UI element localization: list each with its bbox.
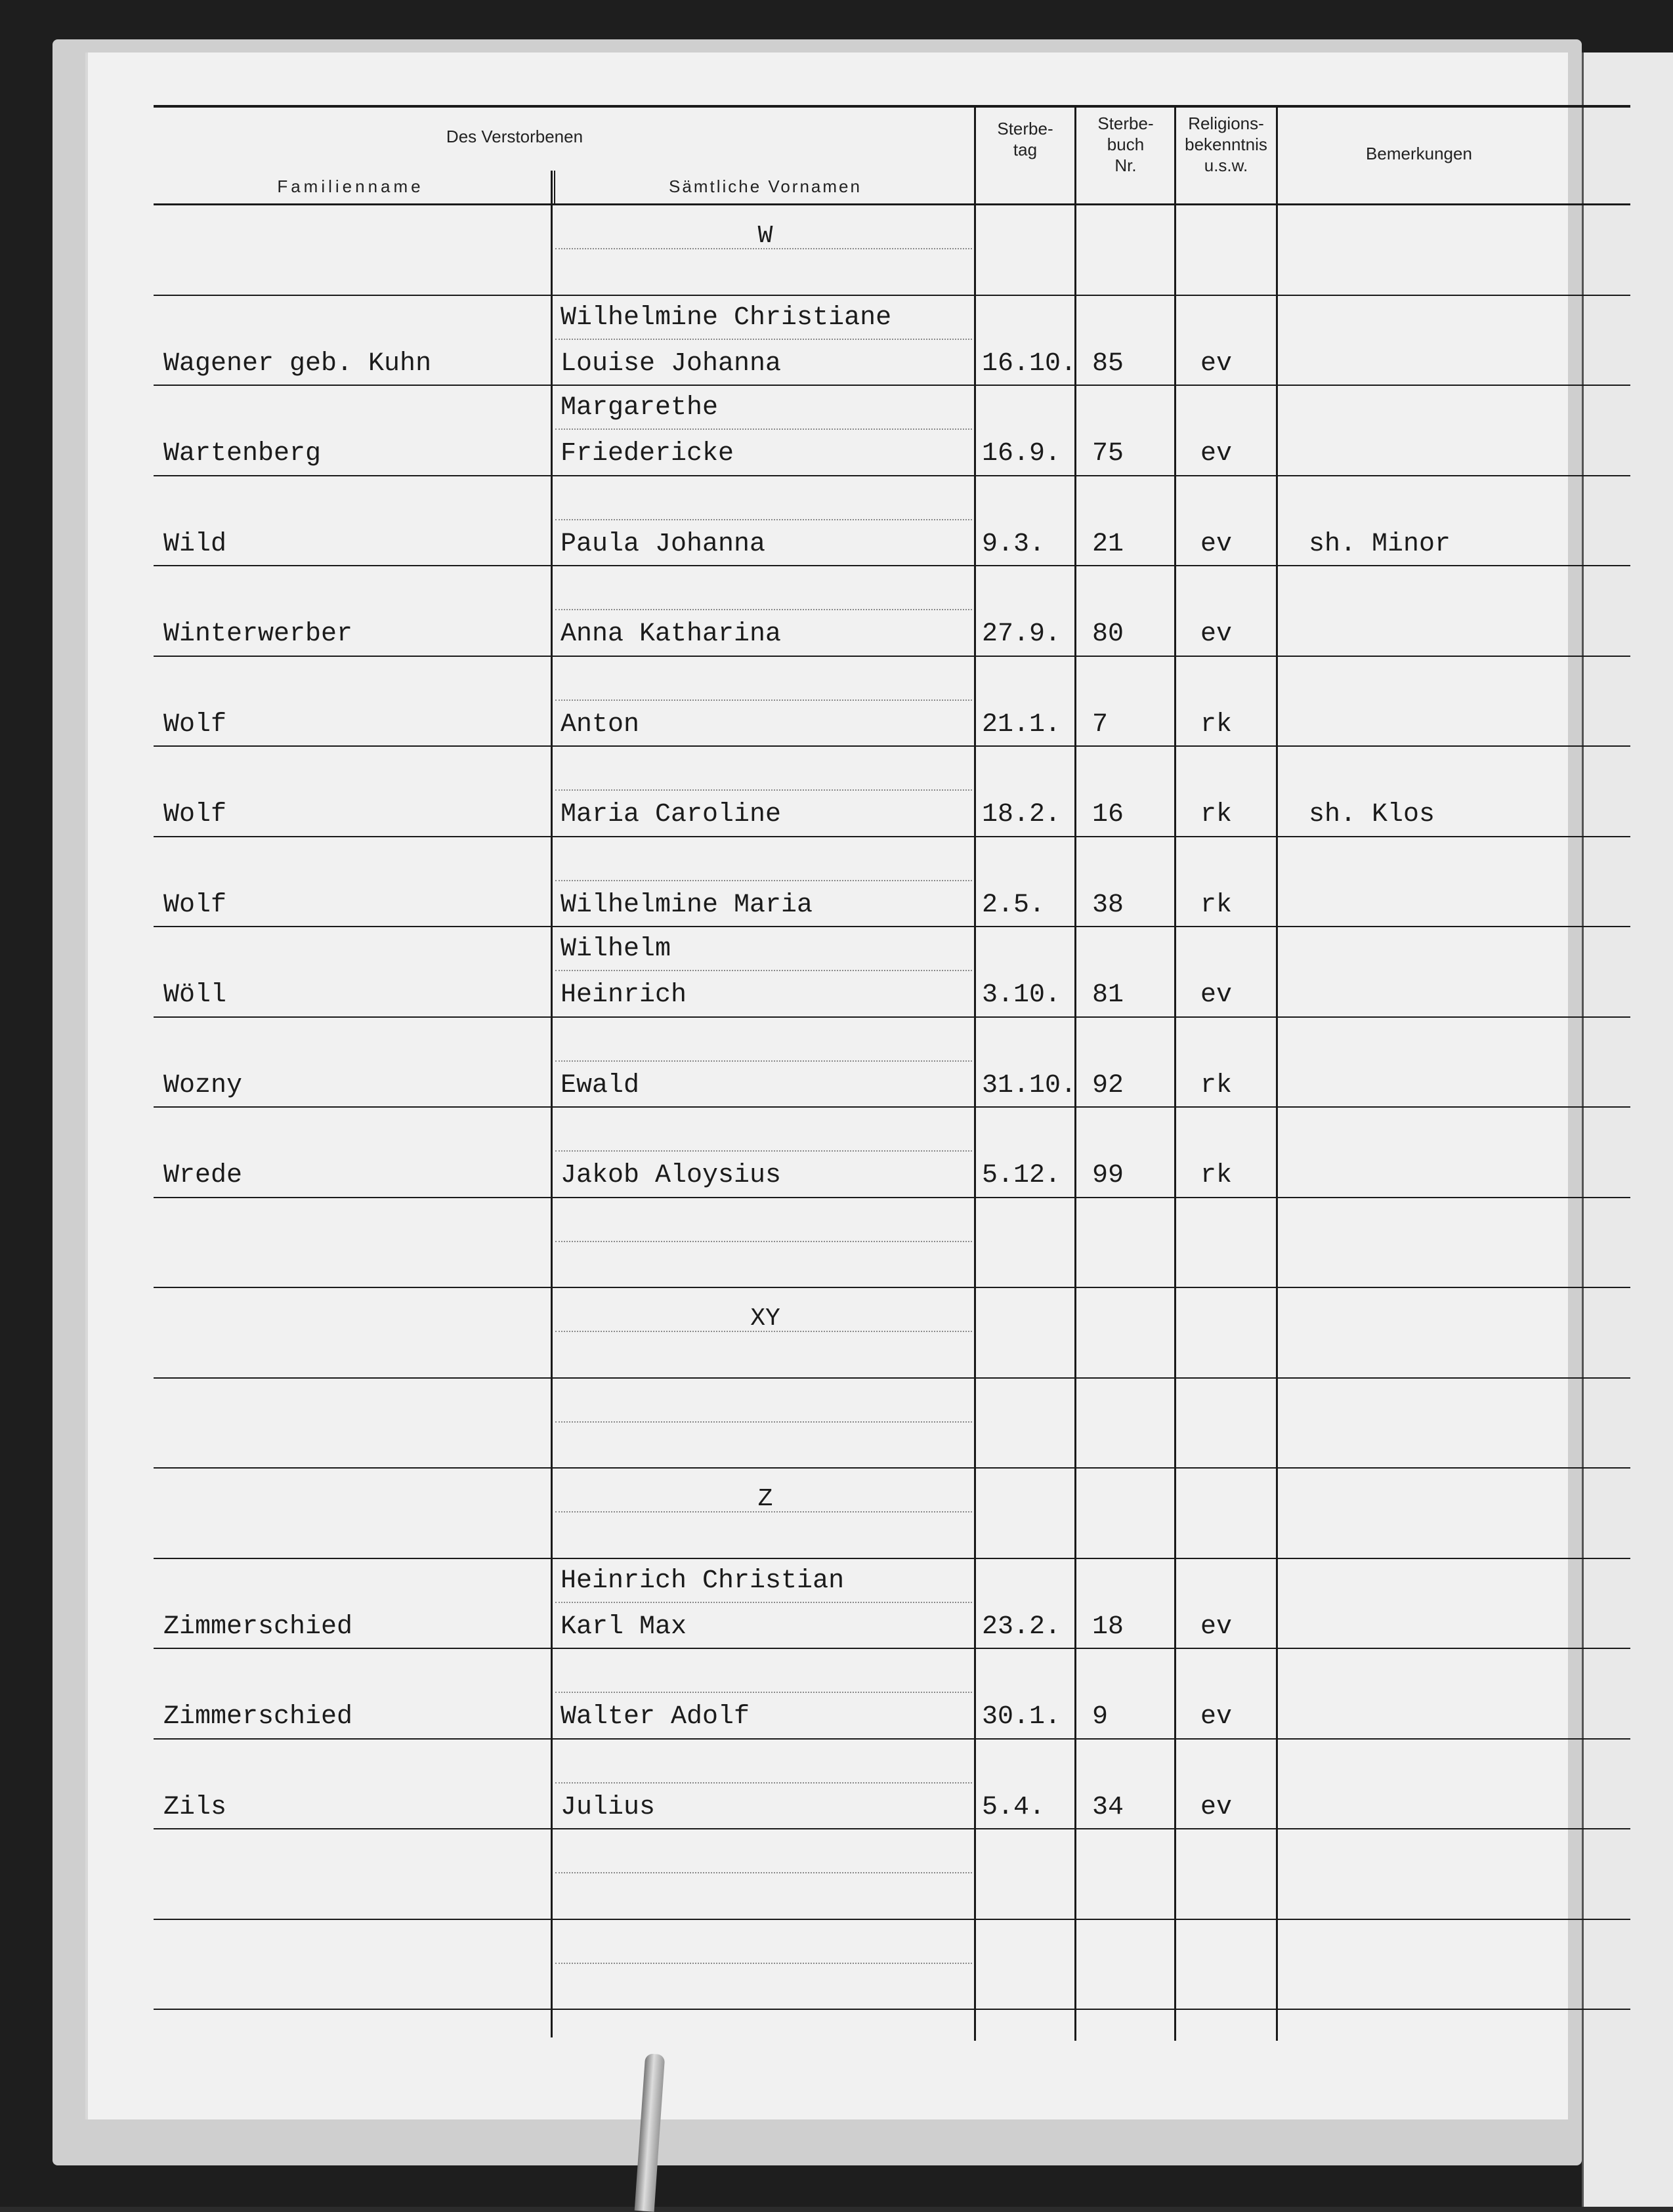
religion: ev [1200, 529, 1233, 559]
section-letter: XY [750, 1304, 780, 1333]
death-day: 27.9. [982, 619, 1061, 649]
row-rule [154, 1558, 1630, 1559]
header-bemerkungen: Bemerkungen [1366, 144, 1472, 163]
row-rule [154, 385, 1630, 386]
register-number: 21 [1092, 529, 1124, 559]
death-day: 16.9. [982, 439, 1061, 469]
first-names-line1: Wilhelm [561, 934, 671, 964]
row-rule [154, 1287, 1630, 1288]
row-rule [154, 745, 1630, 747]
first-names: Anna Katharina [561, 619, 782, 649]
row-rule [154, 565, 1630, 566]
vorname-guide-line [555, 428, 972, 430]
row-rule [154, 926, 1630, 927]
first-names: Karl Max [561, 1612, 687, 1642]
religion: rk [1200, 1070, 1233, 1100]
death-day: 21.1. [982, 709, 1061, 740]
first-names: Wilhelmine Maria [561, 890, 813, 920]
vorname-guide-line [555, 519, 972, 520]
religion: ev [1200, 1702, 1233, 1732]
vorname-guide-line [555, 1602, 972, 1603]
row-rule [154, 1648, 1630, 1649]
family-name: Wolf [163, 800, 227, 829]
family-name: Wolf [163, 709, 227, 740]
religion: ev [1200, 1792, 1233, 1822]
death-day: 3.10. [982, 980, 1061, 1010]
family-name: Zils [163, 1792, 227, 1822]
column-line-bemerkungen [1276, 105, 1278, 2041]
row-rule [154, 1106, 1630, 1108]
family-name: Wozny [163, 1070, 243, 1100]
register-page [85, 52, 1568, 2119]
religion: ev [1200, 348, 1233, 379]
religion: ev [1200, 619, 1233, 649]
death-day: 31.10. [982, 1070, 1077, 1100]
row-rule [154, 1197, 1630, 1198]
death-day: 16.10. [982, 348, 1077, 379]
register-number: 9 [1092, 1702, 1109, 1732]
row-rule [154, 1828, 1630, 1829]
vorname-guide-line [555, 1421, 972, 1423]
header-group-label: Des Verstorbenen [446, 127, 583, 146]
vorname-guide-line [555, 1872, 972, 1873]
header-vornamen: Sämtliche Vornamen [669, 177, 862, 196]
first-names: Jakob Aloysius [561, 1161, 782, 1190]
register-number: 16 [1092, 800, 1124, 829]
first-names: Heinrich [561, 980, 687, 1010]
first-names: Maria Caroline [561, 800, 782, 829]
column-line-religion [1174, 105, 1176, 2041]
death-day: 23.2. [982, 1612, 1061, 1642]
row-rule [154, 1377, 1630, 1379]
family-name: Winterwerber [163, 619, 353, 649]
first-names: Louise Johanna [561, 348, 782, 379]
row-rule [154, 1016, 1630, 1018]
first-names: Anton [561, 709, 640, 740]
religion: rk [1200, 800, 1233, 829]
header-familienname: Familienname [277, 177, 424, 196]
vorname-guide-line [555, 1782, 972, 1784]
religion: rk [1200, 890, 1233, 920]
religion: ev [1200, 1612, 1233, 1642]
religion: ev [1200, 439, 1233, 469]
section-letter: W [757, 222, 773, 250]
first-names: Walter Adolf [561, 1702, 750, 1732]
register-number: 92 [1092, 1070, 1124, 1100]
remark: sh. Minor [1309, 529, 1451, 559]
register-number: 80 [1092, 619, 1124, 649]
death-day: 5.12. [982, 1161, 1061, 1190]
remark: sh. Klos [1309, 800, 1435, 829]
top-rule [154, 105, 1630, 108]
first-names-line1: Wilhelmine Christiane [561, 303, 892, 333]
register-number: 81 [1092, 980, 1124, 1010]
vorname-guide-line [555, 248, 972, 249]
death-day: 9.3. [982, 529, 1046, 559]
vorname-guide-line [555, 1060, 972, 1062]
vorname-guide-line [555, 339, 972, 340]
row-rule [154, 2009, 1630, 2010]
vorname-guide-line [555, 1511, 972, 1513]
header-sterbetag: Sterbe- tag [997, 119, 1053, 159]
vorname-guide-line [555, 1241, 972, 1242]
first-names-line1: Margarethe [561, 393, 719, 423]
register-number: 99 [1092, 1161, 1124, 1190]
vorname-guide-line [555, 699, 972, 701]
vorname-guide-line [555, 1963, 972, 1964]
row-rule [154, 1467, 1630, 1469]
vorname-guide-line [555, 880, 972, 881]
family-name: Wöll [163, 980, 227, 1010]
register-number: 34 [1092, 1792, 1124, 1822]
family-name: Wolf [163, 890, 227, 920]
death-day: 30.1. [982, 1702, 1061, 1732]
register-number: 75 [1092, 439, 1124, 469]
first-names: Paula Johanna [561, 529, 766, 559]
register-number: 18 [1092, 1612, 1124, 1642]
first-names: Friedericke [561, 439, 734, 469]
row-rule [154, 656, 1630, 657]
family-name: Wrede [163, 1161, 243, 1190]
vorname-guide-line [555, 789, 972, 791]
adjacent-page-edge [1582, 52, 1673, 2207]
family-name: Wild [163, 529, 227, 559]
vorname-guide-line [555, 970, 972, 971]
register-number: 85 [1092, 348, 1124, 379]
death-day: 2.5. [982, 890, 1046, 920]
row-rule [154, 295, 1630, 296]
family-name: Wartenberg [163, 439, 322, 469]
death-day: 5.4. [982, 1792, 1046, 1822]
first-names: Julius [561, 1792, 656, 1822]
religion: ev [1200, 980, 1233, 1010]
row-rule [154, 836, 1630, 837]
column-line-vornamen [551, 171, 553, 2037]
column-line-sterbetag [974, 105, 976, 2041]
first-names: Ewald [561, 1070, 640, 1100]
family-name: Zimmerschied [163, 1702, 353, 1732]
religion: rk [1200, 709, 1233, 740]
vorname-guide-line [555, 609, 972, 610]
header-sterbebuch: Sterbe- buch Nr. [1097, 114, 1154, 175]
death-day: 18.2. [982, 800, 1061, 829]
vorname-guide-line [555, 1331, 972, 1332]
section-letter: Z [757, 1485, 773, 1513]
register-number: 7 [1092, 709, 1109, 740]
religion: rk [1200, 1161, 1233, 1190]
row-rule [154, 475, 1630, 476]
header-bottom-rule [154, 203, 1630, 205]
register-number: 38 [1092, 890, 1124, 920]
family-name: Wagener geb. Kuhn [163, 348, 432, 379]
row-rule [154, 1919, 1630, 1920]
first-names-line1: Heinrich Christian [561, 1566, 845, 1596]
row-rule [154, 1738, 1630, 1740]
header-religion: Religions- bekenntnis u.s.w. [1185, 114, 1267, 175]
family-name: Zimmerschied [163, 1612, 353, 1642]
vorname-guide-line [555, 1692, 972, 1693]
vorname-guide-line [555, 1150, 972, 1152]
